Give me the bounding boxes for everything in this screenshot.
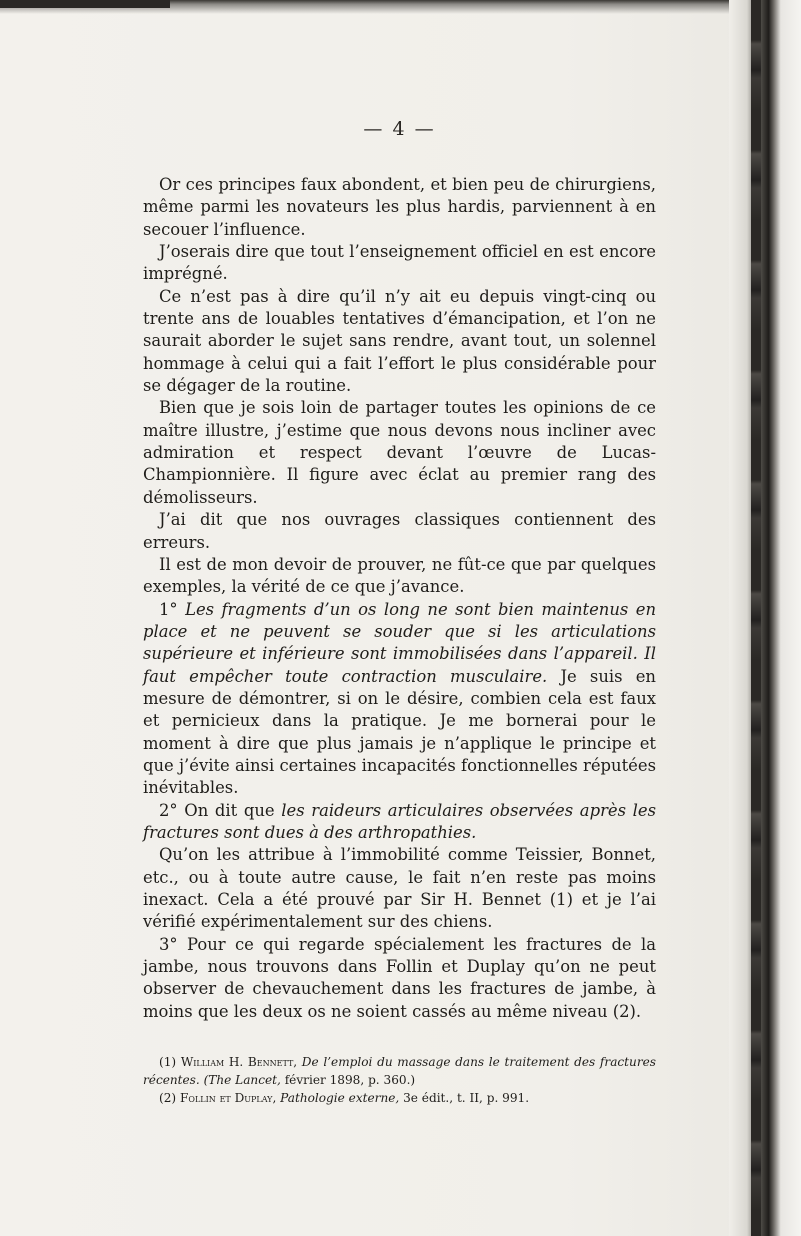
paragraph-item-1 <box>143 599 656 800</box>
paragraph: J’ai dit que nos ouvrages classiques contiennent des erreurs. <box>143 510 656 552</box>
scan-top-left-edge <box>0 0 170 8</box>
italic-principle: les raideurs articulaires observées après les fractures sont dues à des arthropathies. <box>143 800 657 842</box>
item-number: 1° <box>159 599 178 619</box>
book-spine-shadow <box>751 0 761 1236</box>
paragraph: Ce n’est pas à dire qu’il n’y ait eu depuis vingt-cinq ou trente ans de louables tentatives d’émancipation, et l’on ne saurait aborder le sujet sans rendre, avant tout, un solennel hommage à celui qui a fait l’effort le plus considérable pour se dégager de la routine. <box>143 286 656 396</box>
italic-principle: Les fragments d’un os long ne sont bien maintenus en place et ne peuvent se souder que si les articulations supérieure et inférieure sont immobilisées dans l’appareil. Il faut empêcher toute contraction musculaire. <box>143 599 656 686</box>
paragraph: Qu’on les attribue à l’immobilité comme Teissier, Bonnet, etc., ou à toute autre cause, le fait n’en reste pas moins inexact. Cela a été prouvé par Sir H. Bennet (1) et je l’ai vérifié expérimentalement sur des chiens. <box>143 845 656 932</box>
paragraph: J’oserais dire que tout l’enseignement officiel en est encore imprégné. <box>143 242 656 284</box>
paragraph: Il est de mon devoir de prouver, ne fût-ce que par quelques exemples, la vérité de ce que j’avance. <box>143 554 656 597</box>
footnote-author: Follin et Duplay, <box>180 1091 277 1106</box>
paragraph: Or ces principes faux abondent, et bien peu de chirurgiens, même parmi les novateurs les plus hardis, parviennent à en secouer l’influence. <box>143 175 656 239</box>
footnote-author: William H. Bennett, <box>180 1055 298 1070</box>
item-number: 2° <box>159 800 178 820</box>
footnote-number: (2) <box>159 1091 177 1106</box>
footnote-details: février 1898, p. 360.) <box>284 1073 416 1088</box>
paragraph-text: On dit que <box>184 800 275 820</box>
paragraph-item-3: 3° Pour ce qui regarde spécialement les fractures de la jambe, nous trouvons dans Follin et Duplay qu’on ne peut observer de chevauchement dans les fractures de jambe, à moins que les deux os ne soient cassés au même niveau (2). <box>143 934 656 1021</box>
paragraph-text: Je suis en mesure de démontrer, si on le désire, combien cela est faux et pernicieux dans la pratique. Je me bornerai pour le moment à dire que plus jamais je n’applique le principe et que j’évite ainsi certaines incapacités fonctionnelles réputées inévitables. <box>143 666 656 798</box>
footnote-number: (1) <box>159 1055 177 1070</box>
footnotes <box>143 1053 656 1107</box>
page-number: — 4 — <box>363 118 436 140</box>
footnote-1 <box>143 1053 656 1089</box>
footnote-2 <box>143 1089 656 1107</box>
footnote-source: (The Lancet, <box>203 1073 281 1088</box>
footnote-title: De l’emploi du massage dans le traitement des fractures récentes. <box>143 1055 656 1088</box>
footnote-details: 3e édit., t. II, p. 991. <box>403 1091 530 1106</box>
paragraph: Bien que je sois loin de partager toutes les opinions de ce maître illustre, j’estime que nous devons nous incliner avec admiration et respect devant l’œuvre de Lucas-Championnière. Il figure avec éclat au premier rang des démolisseurs. <box>143 398 656 507</box>
book-spine-edge <box>729 0 801 1236</box>
footnote-title: Pathologie externe, <box>280 1091 400 1106</box>
paragraph-item-2 <box>143 800 656 845</box>
page-content <box>143 118 656 1107</box>
body-text <box>143 174 656 1023</box>
